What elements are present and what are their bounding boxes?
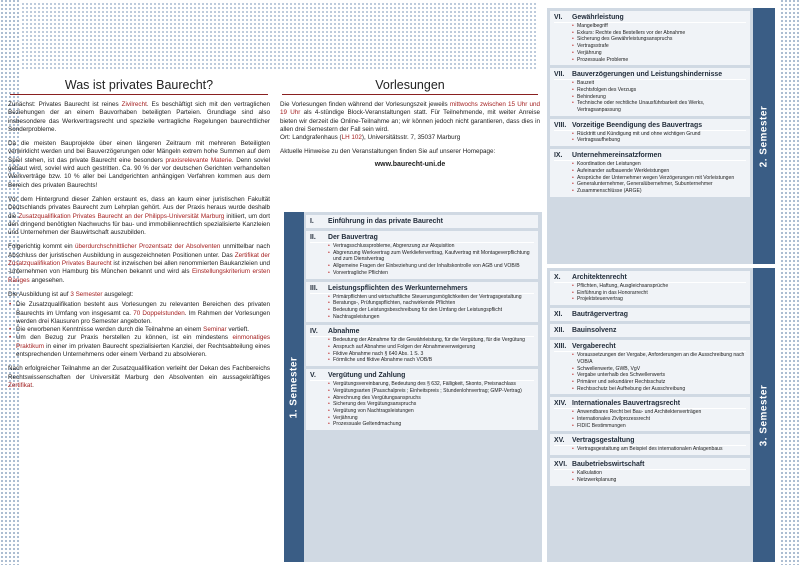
module-title: Vergaberecht bbox=[572, 343, 616, 351]
module-heading bbox=[554, 399, 746, 409]
body-text: ist inzwischen bei allen renommierten Baukanzleien und -unternehmen von Hamburg bis München bekannt und wird als bbox=[8, 260, 270, 276]
module-topic: • Bedeutung der Abnahme für die Gewährleistung, für die Vergütung, für die Vergütung bbox=[328, 337, 534, 344]
highlight-text: 3 Semester bbox=[70, 290, 103, 298]
semester-2-label: 2. Semester bbox=[753, 8, 775, 264]
intro-paragraph-6 bbox=[8, 365, 270, 390]
highlight-text: überdurchschnittlicher Prozentsatz der Absolventen bbox=[75, 243, 221, 251]
module-topic: • Verjährung bbox=[572, 50, 746, 57]
module-number: XV. bbox=[554, 437, 565, 445]
module-heading bbox=[554, 460, 746, 470]
module-number: V. bbox=[310, 372, 316, 380]
module-block bbox=[550, 11, 750, 65]
module-topic: • Primärpflichten und wirtschaftliche Steuerungsmöglichkeiten der Vertragsgestaltung bbox=[328, 294, 534, 301]
module-heading bbox=[310, 233, 534, 243]
body-text: Ort: Landgrafenhaus ( bbox=[280, 134, 342, 142]
module-number: II. bbox=[310, 234, 316, 241]
highlight-text: Zertifikat bbox=[8, 381, 33, 389]
top-decorative-band bbox=[22, 0, 538, 72]
module-topic-list bbox=[554, 470, 746, 483]
body-text: . Es beschäftigt sich mit den vertraglichen Beziehungen der an einem Bauvorhaben beteiligten Parteien. Grundlage sind also insbesondere das Werkvertragsrecht und spezielle vertragliche Regelungen baurechtlicher Sonderprobleme. bbox=[8, 101, 271, 133]
module-title: Vorzeitige Beendigung des Bauvertrags bbox=[572, 121, 703, 129]
body-text: Vor dem Hintergrund dieser Zahlen erstaunt es, dass an kaum einer juristischen Fakultät Deutschlands privates Baurecht zum Lehrplan gehört. Aus der Praxis heraus wurde deshalb die bbox=[8, 195, 270, 220]
module-topic: • Allgemeine Fragen der Einbeziehung und der Inhaltskontrolle von AGB und VOB/B bbox=[328, 263, 534, 270]
module-topic: • Vorvertragliche Pflichten bbox=[328, 270, 534, 277]
module-topic-list bbox=[554, 409, 746, 429]
body-text: Folgerichtig kommt ein bbox=[8, 243, 75, 251]
requirement-item bbox=[8, 326, 270, 334]
module-topic-list bbox=[310, 337, 534, 364]
body-text: . Denn soviel gebaut wird, soviel wird auch gestritten. Ca. 90 % der vor deutschen Gerichten verhandelten Werkverträge bzw. 10 % aller bei Landgerichten anhängigen Verfahren kommen aus dem Bereich des privaten Baurechts! bbox=[8, 156, 270, 189]
intro-paragraph-1 bbox=[8, 101, 270, 134]
right-fold-margin bbox=[778, 0, 800, 565]
module-topic: • Voraussetzungen der Vergabe, Anforderungen an die Ausschreibung nach VOB/A bbox=[572, 352, 746, 365]
highlight-text: mittwochs zwischen 15 Uhr und 19 Uhr bbox=[280, 101, 541, 117]
module-topic: • Sicherung des Gewährleistungsanspruchs bbox=[572, 36, 746, 43]
body-text: ), Universitätsstr. 7, 35037 Marburg bbox=[361, 134, 461, 142]
highlight-text: einmonatiges Praktikum bbox=[16, 334, 270, 350]
module-topic-list bbox=[554, 80, 746, 114]
intro-paragraph-5 bbox=[8, 291, 270, 299]
dashed-pattern-right bbox=[778, 0, 800, 565]
module-topic: • Aufeinander aufbauende Werkleistungen bbox=[572, 168, 746, 175]
module-topic: • Rechtsfolgen des Verzugs bbox=[572, 87, 746, 94]
module-topic: • Behinderung bbox=[572, 94, 746, 101]
module-topic: • Vergütung von Nachtragsleistungen bbox=[328, 408, 534, 415]
module-block bbox=[306, 325, 538, 366]
body-text: vertieft. bbox=[226, 326, 250, 334]
module-topic-list bbox=[554, 161, 746, 195]
body-text: Da die meisten Bauprojekte über einen längeren Zeitraum mit mehreren Beteiligten verwirklicht werden und bei Bauverzögerungen oder Mängeln extrem hohe Summen auf dem Spiel stehen, ist das private Baurecht eine besonders bbox=[8, 140, 270, 164]
semester-1-panel bbox=[284, 212, 542, 562]
module-number: VII. bbox=[554, 71, 565, 79]
requirement-item bbox=[8, 334, 270, 359]
module-topic-list bbox=[554, 446, 746, 453]
module-title: Bauträgervertrag bbox=[572, 311, 628, 319]
body-text: . Im Rahmen der Vorlesungen werden drei Klausuren pro Semester angeboten. bbox=[16, 309, 271, 325]
module-topic: • Technische oder rechtliche Unausführbarkeit des Werks, Vertragsanpassung bbox=[572, 100, 746, 113]
module-number: VI. bbox=[554, 14, 563, 21]
module-block bbox=[550, 397, 750, 431]
module-block bbox=[550, 308, 750, 321]
module-topic: • Internationales Zivilprozessrecht bbox=[572, 416, 746, 423]
module-block bbox=[550, 149, 750, 197]
module-topic: • Bedeutung der Leistungsbeschreibung für den Umfang der Leistungspflicht bbox=[328, 307, 534, 314]
highlight-text: Zertifikat der Zusatzqualifikation Privates Baurecht bbox=[8, 251, 270, 268]
module-heading bbox=[310, 371, 534, 381]
module-heading bbox=[554, 342, 746, 352]
module-topic: • Vergütungsarten (Pauschalpreis ; Einheitspreis ; Stundenlohnvertrag; GMP-Vertrag) bbox=[328, 388, 534, 395]
lectures-location-text bbox=[280, 134, 540, 142]
module-block bbox=[550, 68, 750, 116]
module-title: Bauinsolvenz bbox=[572, 327, 617, 335]
module-topic: • Beratungs-, Prüfungspflichten, nachwirkende Pflichten bbox=[328, 300, 534, 307]
intro-title: Was ist privates Baurecht? bbox=[10, 78, 268, 95]
module-topic: • Vertragsgestaltung am Beispiel des internationalen Anlagenbaus bbox=[572, 446, 746, 453]
module-topic: • Fiktive Abnahme nach § 640 Abs. 1 S. 3 bbox=[328, 351, 534, 358]
module-topic: • Prozessuale Geltendmachung bbox=[328, 421, 534, 428]
module-block bbox=[550, 340, 750, 394]
module-title: Gewährleistung bbox=[572, 14, 624, 21]
intro-paragraph-3 bbox=[8, 196, 270, 237]
body-text: ausgelegt: bbox=[102, 290, 134, 298]
lectures-schedule-text bbox=[280, 101, 540, 134]
highlight-text: LH 102 bbox=[341, 134, 362, 142]
module-number: IV. bbox=[310, 328, 318, 336]
body-text: Um den Bezug zur Praxis herstellen zu können, ist ein mindestens bbox=[16, 334, 233, 342]
body-text: unmittelbar nach Abschluss der juristischen Ausbildung in ausgezeichneten Positionen unter. Das bbox=[8, 243, 270, 259]
module-heading bbox=[310, 217, 534, 226]
module-topic-list bbox=[310, 243, 534, 277]
body-text: Die erworbenen Kenntnisse werden durch die Teilnahme an einem bbox=[16, 326, 204, 334]
module-block bbox=[306, 215, 538, 228]
module-heading bbox=[554, 13, 746, 23]
module-topic-list bbox=[554, 352, 746, 392]
module-number: XIV. bbox=[554, 400, 567, 408]
module-title: Einführung in das private Baurecht bbox=[328, 218, 443, 225]
module-topic-list bbox=[554, 283, 746, 303]
module-heading bbox=[554, 151, 746, 161]
module-topic: • Förmliche und fiktive Abnahme nach VOB/B bbox=[328, 357, 534, 364]
body-text: Aktuelle Hinweise zu den Veranstaltungen finden Sie auf unserer Homepage: bbox=[280, 148, 496, 156]
module-heading bbox=[554, 273, 746, 283]
module-number: VIII. bbox=[554, 121, 567, 129]
module-topic: • Rechtsschutz bei Aufhebung der Ausschreibung bbox=[572, 386, 746, 393]
module-topic: • Einführung in das Honorarrecht bbox=[572, 290, 746, 297]
module-heading bbox=[554, 121, 746, 131]
module-topic: • Anwendbares Recht bei Bau- und Architektenverträgen bbox=[572, 409, 746, 416]
module-topic: • Generalunternehmer, Generalübernehmer, Subunternehmer bbox=[572, 181, 746, 188]
module-number: I. bbox=[310, 218, 314, 225]
lectures-title: Vorlesungen bbox=[282, 78, 538, 95]
module-title: Unternehmereinsatzformen bbox=[572, 152, 662, 160]
requirement-item bbox=[8, 301, 270, 326]
module-topic: • Rücktritt und Kündigung mit und ohne wichtigen Grund bbox=[572, 131, 746, 138]
intro-column bbox=[8, 78, 270, 565]
module-number: XVI. bbox=[554, 461, 568, 469]
semester-2-modules bbox=[550, 11, 750, 200]
module-number: XIII. bbox=[554, 343, 567, 351]
module-topic: • Nachtragsleistungen bbox=[328, 314, 534, 321]
module-heading bbox=[554, 70, 746, 80]
module-topic: • Vertragsschlussprobleme, Abgrenzung zur Akquisition bbox=[328, 243, 534, 250]
module-topic: • Anspruch auf Abnahme und Folgen der Abnahmeverweigerung bbox=[328, 344, 534, 351]
module-topic-list bbox=[310, 294, 534, 321]
module-topic: • Kalkulation bbox=[572, 470, 746, 477]
body-text: Zunächst: Privates Baurecht ist reines bbox=[8, 101, 122, 108]
module-title: Internationales Bauvertragsrecht bbox=[572, 400, 680, 408]
module-number: IX. bbox=[554, 152, 563, 160]
highlight-text: 70 Doppelstunden bbox=[133, 309, 185, 317]
module-title: Vertragsgestaltung bbox=[572, 437, 635, 445]
module-topic: • Vertragsstrafe bbox=[572, 43, 746, 50]
highlight-text: Zusatzqualifikation Privates Baurecht an der Philipps-Universität Marburg bbox=[18, 212, 225, 220]
semester-1-modules bbox=[306, 215, 538, 433]
module-title: Architektenrecht bbox=[572, 274, 627, 281]
body-text: Die Ausbildung ist auf bbox=[8, 290, 71, 298]
module-topic: • Zusammenschlüsse (ARGE) bbox=[572, 188, 746, 195]
dashed-pattern-top bbox=[22, 0, 538, 72]
semester-2-panel bbox=[547, 8, 775, 264]
module-heading bbox=[310, 327, 534, 337]
module-title: Der Bauvertrag bbox=[328, 234, 378, 241]
module-topic: • Verjährung bbox=[328, 415, 534, 422]
highlight-text: praxisrelevante Materie bbox=[165, 156, 232, 164]
module-number: III. bbox=[310, 284, 318, 292]
module-topic: • Vertragsaufhebung bbox=[572, 137, 746, 144]
body-text: Die Vorlesungen finden während der Vorlesungszeit jeweils bbox=[280, 101, 450, 108]
module-title: Abnahme bbox=[328, 328, 360, 336]
body-text: angesehen. bbox=[29, 276, 65, 284]
homepage-link[interactable]: www.baurecht-uni.de bbox=[374, 160, 446, 168]
body-text: Die Zusatzqualifikation besteht aus Vorlesungen zu relevanten Bereichen des privaten Baurechts im Umfang von insgesamt ca. bbox=[16, 301, 270, 317]
module-topic: • FIDIC Bestimmungen bbox=[572, 423, 746, 430]
module-heading bbox=[554, 436, 746, 446]
module-block bbox=[550, 119, 750, 146]
semester-3-modules bbox=[550, 271, 750, 489]
module-topic: • Abrechnung des Vergütungsanspruchs bbox=[328, 395, 534, 402]
module-block bbox=[306, 282, 538, 323]
module-heading bbox=[554, 310, 746, 319]
module-topic: • Abgrenzung Werkvertrag zum Werklieferverttrag, Kaufvertrag mit Montageverpflichtung und zum Dienstvertrag bbox=[328, 250, 534, 263]
highlight-text: Seminar bbox=[203, 326, 227, 334]
module-topic: • Prozessuale Probleme bbox=[572, 57, 746, 64]
module-topic: • Primärer und sekundärer Rechtsschutz bbox=[572, 379, 746, 386]
body-text: . bbox=[32, 381, 34, 389]
body-text: in einer im privaten Baurecht spezialisierten Kanzlei, der Rechtsabteilung eines entsprechenden Unternehmens oder einem Verband zu absolvieren. bbox=[16, 342, 270, 359]
requirements-list bbox=[8, 301, 270, 359]
module-topic-list bbox=[554, 131, 746, 144]
module-topic: • Vergabe unterhalb des Schwellenwerts bbox=[572, 372, 746, 379]
body-text: als 4-stündige Block-Veranstaltungen statt. Für Teilnehmende, mit weiter Anreise bieten wir derzeit die Online-Teilnahme an; wir können jedoch nicht garantieren, dass dies in allen drei Semestern der Fall sein wird. bbox=[280, 109, 540, 133]
module-block bbox=[550, 458, 750, 485]
module-number: XI. bbox=[554, 311, 563, 319]
module-topic: • Koordination der Leistungen bbox=[572, 161, 746, 168]
module-topic-list bbox=[310, 381, 534, 428]
lectures-homepage-text bbox=[280, 148, 540, 156]
module-heading bbox=[554, 326, 746, 335]
module-topic: • Pflichten, Haftung, Ausgleichsansprüche bbox=[572, 283, 746, 290]
module-title: Leistungspflichten des Werkunternehmers bbox=[328, 284, 468, 292]
module-topic: • Vergütungsvereinbarung, Bedeutung des § 632, Fälligkeit, Skonto, Preisnachlass bbox=[328, 381, 534, 388]
module-topic-list bbox=[554, 23, 746, 63]
module-number: XII. bbox=[554, 327, 565, 335]
module-title: Vergütung und Zahlung bbox=[328, 372, 406, 380]
module-block bbox=[306, 231, 538, 279]
module-block bbox=[550, 324, 750, 337]
module-block bbox=[550, 434, 750, 455]
module-topic: • Schwellenwerte, GWB, VgV bbox=[572, 366, 746, 373]
intro-paragraph-2 bbox=[8, 140, 270, 190]
module-title: Bauverzögerungen und Leistungshindernisse bbox=[572, 71, 723, 79]
module-heading bbox=[310, 284, 534, 294]
module-block bbox=[306, 369, 538, 430]
semester-3-label: 3. Semester bbox=[753, 268, 775, 562]
semester-3-panel bbox=[547, 268, 775, 562]
module-topic: • Mangelbegriff bbox=[572, 23, 746, 30]
module-number: X. bbox=[554, 274, 561, 281]
module-topic: • Bauzeit bbox=[572, 80, 746, 87]
module-topic: • Sicherung des Vergütungsanspruchs bbox=[328, 401, 534, 408]
module-topic: • Exkurs: Rechte des Bestellers vor der Abnahme bbox=[572, 30, 746, 37]
body-text: initiiert, um dort den dringend benötigten Nachwuchs für bau- und immobilienrechtlich spezialisierte Kanzleien und Unternehmen der Bauwirtschaft auszubilden. bbox=[8, 212, 270, 237]
body-text: Nach erfolgreicher Teilnahme an der Zusatzqualifikation verleiht der Dekan des Fachbereichs Rechtswissenschaften der Universität Marburg den Absolventen ein aussagekräftiges bbox=[8, 365, 270, 381]
semester-1-label: 1. Semester bbox=[284, 212, 304, 562]
module-topic: • Netzwerkplanung bbox=[572, 477, 746, 484]
highlight-text: Einstellungskriterium ersten Ranges bbox=[8, 268, 270, 284]
module-title: Baubetriebswirtschaft bbox=[572, 461, 645, 469]
highlight-text: Zivilrecht bbox=[121, 101, 147, 108]
intro-paragraph-4 bbox=[8, 243, 270, 284]
module-topic: • Ansprüche der Unternehmer wegen Verzögerungen mit Vorleistungen bbox=[572, 175, 746, 182]
module-block bbox=[550, 271, 750, 305]
module-topic: • Projektsteuervertrag bbox=[572, 296, 746, 303]
